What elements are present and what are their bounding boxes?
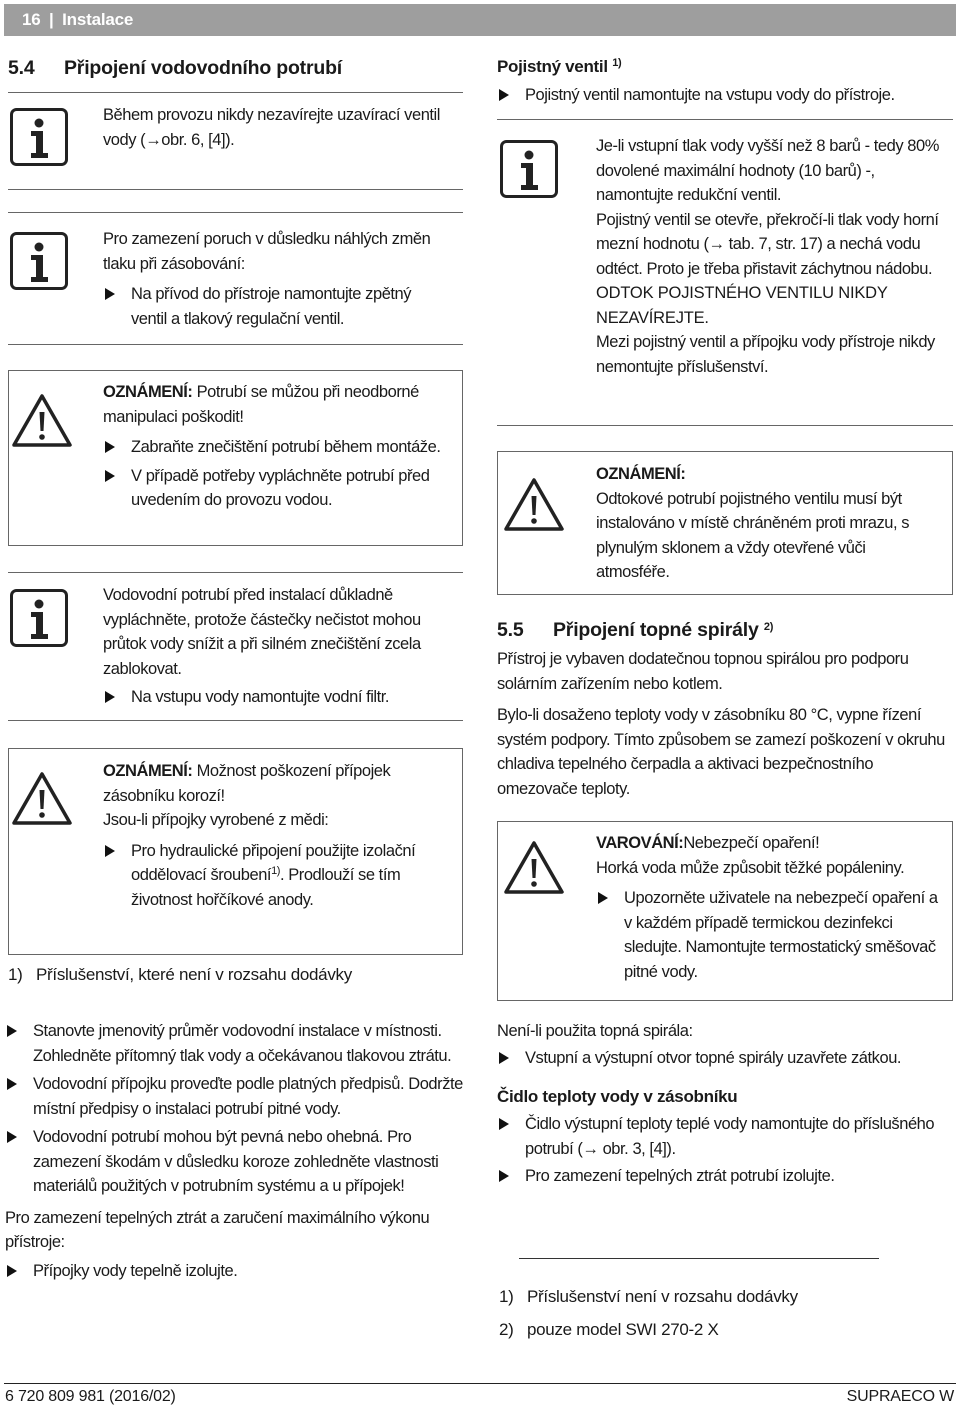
section-5-4-heading: 5.4 Připojení vodovodního potrubí [8,57,343,79]
page-header: 16 | Instalace [4,4,956,36]
info-note-valve: Během provozu nikdy nezavírejte uzavírací ventil vody (→obr. 6, [4]). [103,106,440,149]
bullet-item: Pro zamezení tepelných ztrát potrubí izolujte. [497,1164,953,1189]
footnote-rule [519,1258,879,1259]
divider [8,92,463,93]
section-5-5-heading: 5.5 Připojení topné spirály $^{2)}$ [497,619,774,641]
bullet-item: Pojistný ventil namontujte na vstupu vody do přístroje. [497,83,952,108]
bullet-item: Vstupní a výstupní otvor topné spirály uzavřete zátkou. [497,1046,953,1071]
doc-number: 6 720 809 981 (2016/02) [5,1388,176,1405]
divider [8,720,463,721]
bullet-item: Vodovodní potrubí mohou být pevná nebo ohebná. Pro zamezení škodám v důsledku koroze zohledněte vlastnosti materiálů použitých v potrubním systému a u přípojek! [5,1125,465,1199]
warning-triangle-icon [502,839,566,897]
divider [497,119,953,120]
bullet-item: Na vstupu vody namontujte vodní filtr. [103,685,443,710]
divider [497,425,953,426]
divider [8,572,463,573]
warning-label: VAROVÁNÍ: [596,834,684,852]
notice-label: OZNÁMENÍ: [103,762,193,780]
sensor-bullets [497,1112,953,1189]
notice-label: OZNÁMENÍ: [596,465,686,483]
footnote-2: 2) pouze model SWI 270-2 X [499,1320,719,1339]
bullet-item: Čidlo výstupní teploty teplé vody namontujte do příslušného potrubí (→ obr. 3, [4]). [497,1112,953,1161]
info-note-pressure: Pro zamezení poruch v důsledku náhlých změn tlaku při zásobování: Na přívod do přístroje namontujte zpětný ventil a tlakový regulační ventil. [103,227,443,331]
bullet-item: Upozorněte uživatele na nebezpečí opaření a v každém případě termickou dezinfekci sledujte. Namontujte termostatický směšovač pitné vody. [596,886,941,984]
safety-valve-bullet [497,83,952,108]
info-note-flush: Vodovodní potrubí před instalací důkladně vypláchněte, protože částečky nečistot mohou průtok vody snížit a při silném znečištění zcela zablokovat. Na vstupu vody namontujte vodní filtr. [103,583,443,710]
info-icon [10,589,68,647]
section-5-5-text: Přístroj je vybaven dodatečnou topnou spirálou pro podporu solárním zařízením nebo kotlem. Bylo-li dosaženo teploty vody v zásobníku 80 °C, vypne řízení systém podpory. Tímto způsobem se zamezí poškození v okruhu chladiva tepelného čerpadla a aktivaci bezpečnostního omezovače teploty. [497,650,945,798]
notice-drain-content: OZNÁMENÍ: Odtokové potrubí pojistného ventilu musí být instalováno v místě chráněném proti mrazu, s plynulým sklonem a vždy otevřené vůči atmosféře. [596,462,936,585]
warning-triangle-icon [10,392,74,450]
divider [8,189,463,190]
info-icon [10,108,68,166]
notice-pipes-content: OZNÁMENÍ: Potrubí se můžou při neodborné manipulaci poškodit! Zabraňte znečištění potrubí během montáže. V případě potřeby vypláchněte potrubí před uvedením do provozu vodou. [103,380,443,513]
bullet-item: V případě potřeby vypláchněte potrubí před uvedením do provozu vodou. [103,464,443,513]
thermal-intro: Pro zamezení tepelných ztrát a zaručení maximálního výkonu přístroje: [5,1208,430,1251]
info-icon [500,140,558,198]
safety-valve-info: Je-li vstupní tlak vody vyšší než 8 barů - tedy 80% dovolené maximální hodnoty (10 barů) -, namontujte redukční ventil. Pojistný ventil se otevře, překročí-li tlak vody horní mezní hodnotu (→ tab. 7, str. 17) a nechá vodu odtéct. Proto je třeba přistavit záchytnou nádobu. ODTOK POJISTNÉHO VENTILU NIKDY NEZAVÍREJTE. Mezi pojistný ventil a přípojku vody přístroje nikdy nemontujte příslušenství. [596,137,939,376]
installation-bullets [5,1019,465,1283]
info-icon [10,232,68,290]
divider [8,344,463,345]
safety-valve-heading: Pojistný ventil $^{1)}$ [497,57,622,76]
header-section: Instalace [62,10,134,29]
page-number: 16 [22,10,41,29]
sensor-heading: Čidlo teploty vody v zásobníku [497,1087,738,1106]
warning-triangle-icon [502,476,566,534]
warning-triangle-icon [10,770,74,828]
notice-corrosion-content: OZNÁMENÍ: Možnost poškození přípojek zásobníku korozí! Jsou-li přípojky vyrobené z mědi: Pro hydraulické připojení použijte izolační oddělovací šroubení$^{1)}$. Prodlouží se tím životnost hořčíkové anody. [103,759,443,912]
bullet-item: Pro hydraulické připojení použijte izolační oddělovací šroubení$^{1)}$. Prodlouží se tím životnost hořčíkové anody. [103,839,443,913]
divider [8,212,463,213]
footer-rule [4,1383,956,1384]
product-name: SUPRAECO W [846,1388,954,1405]
bullet-item: Zabraňte znečištění potrubí během montáže. [103,435,443,460]
no-spiral-block: Není-li použita topná spirála: Vstupní a výstupní otvor topné spirály uzavřete zátkou. [497,1019,953,1070]
box-footnote: 1) Příslušenství, které není v rozsahu dodávky [8,965,352,984]
bullet-item: Vodovodní přípojku proveďte podle platných předpisů. Dodržte místní předpisy o instalaci potrubí pitné vody. [5,1072,465,1121]
bullet-item: Na přívod do přístroje namontujte zpětný ventil a tlakový regulační ventil. [103,282,443,331]
bullet-item: Stanovte jmenovitý průměr vodovodní instalace v místnosti. Zohledněte přítomný tlak vody a očekávanou tlakovou ztrátu. [5,1019,465,1068]
notice-label: OZNÁMENÍ: [103,383,193,401]
bullet-item: Přípojky vody tepelně izolujte. [5,1259,465,1284]
footnote-1: 1) Příslušenství není v rozsahu dodávky [499,1287,798,1306]
warning-scald-content: VAROVÁNÍ:Nebezpečí opaření! Horká voda může způsobit těžké popáleniny. Upozorněte uživatele na nebezpečí opaření a v každém případě termickou dezinfekci sledujte. Namontujte termostatický směšovač pitné vody. [596,831,941,984]
